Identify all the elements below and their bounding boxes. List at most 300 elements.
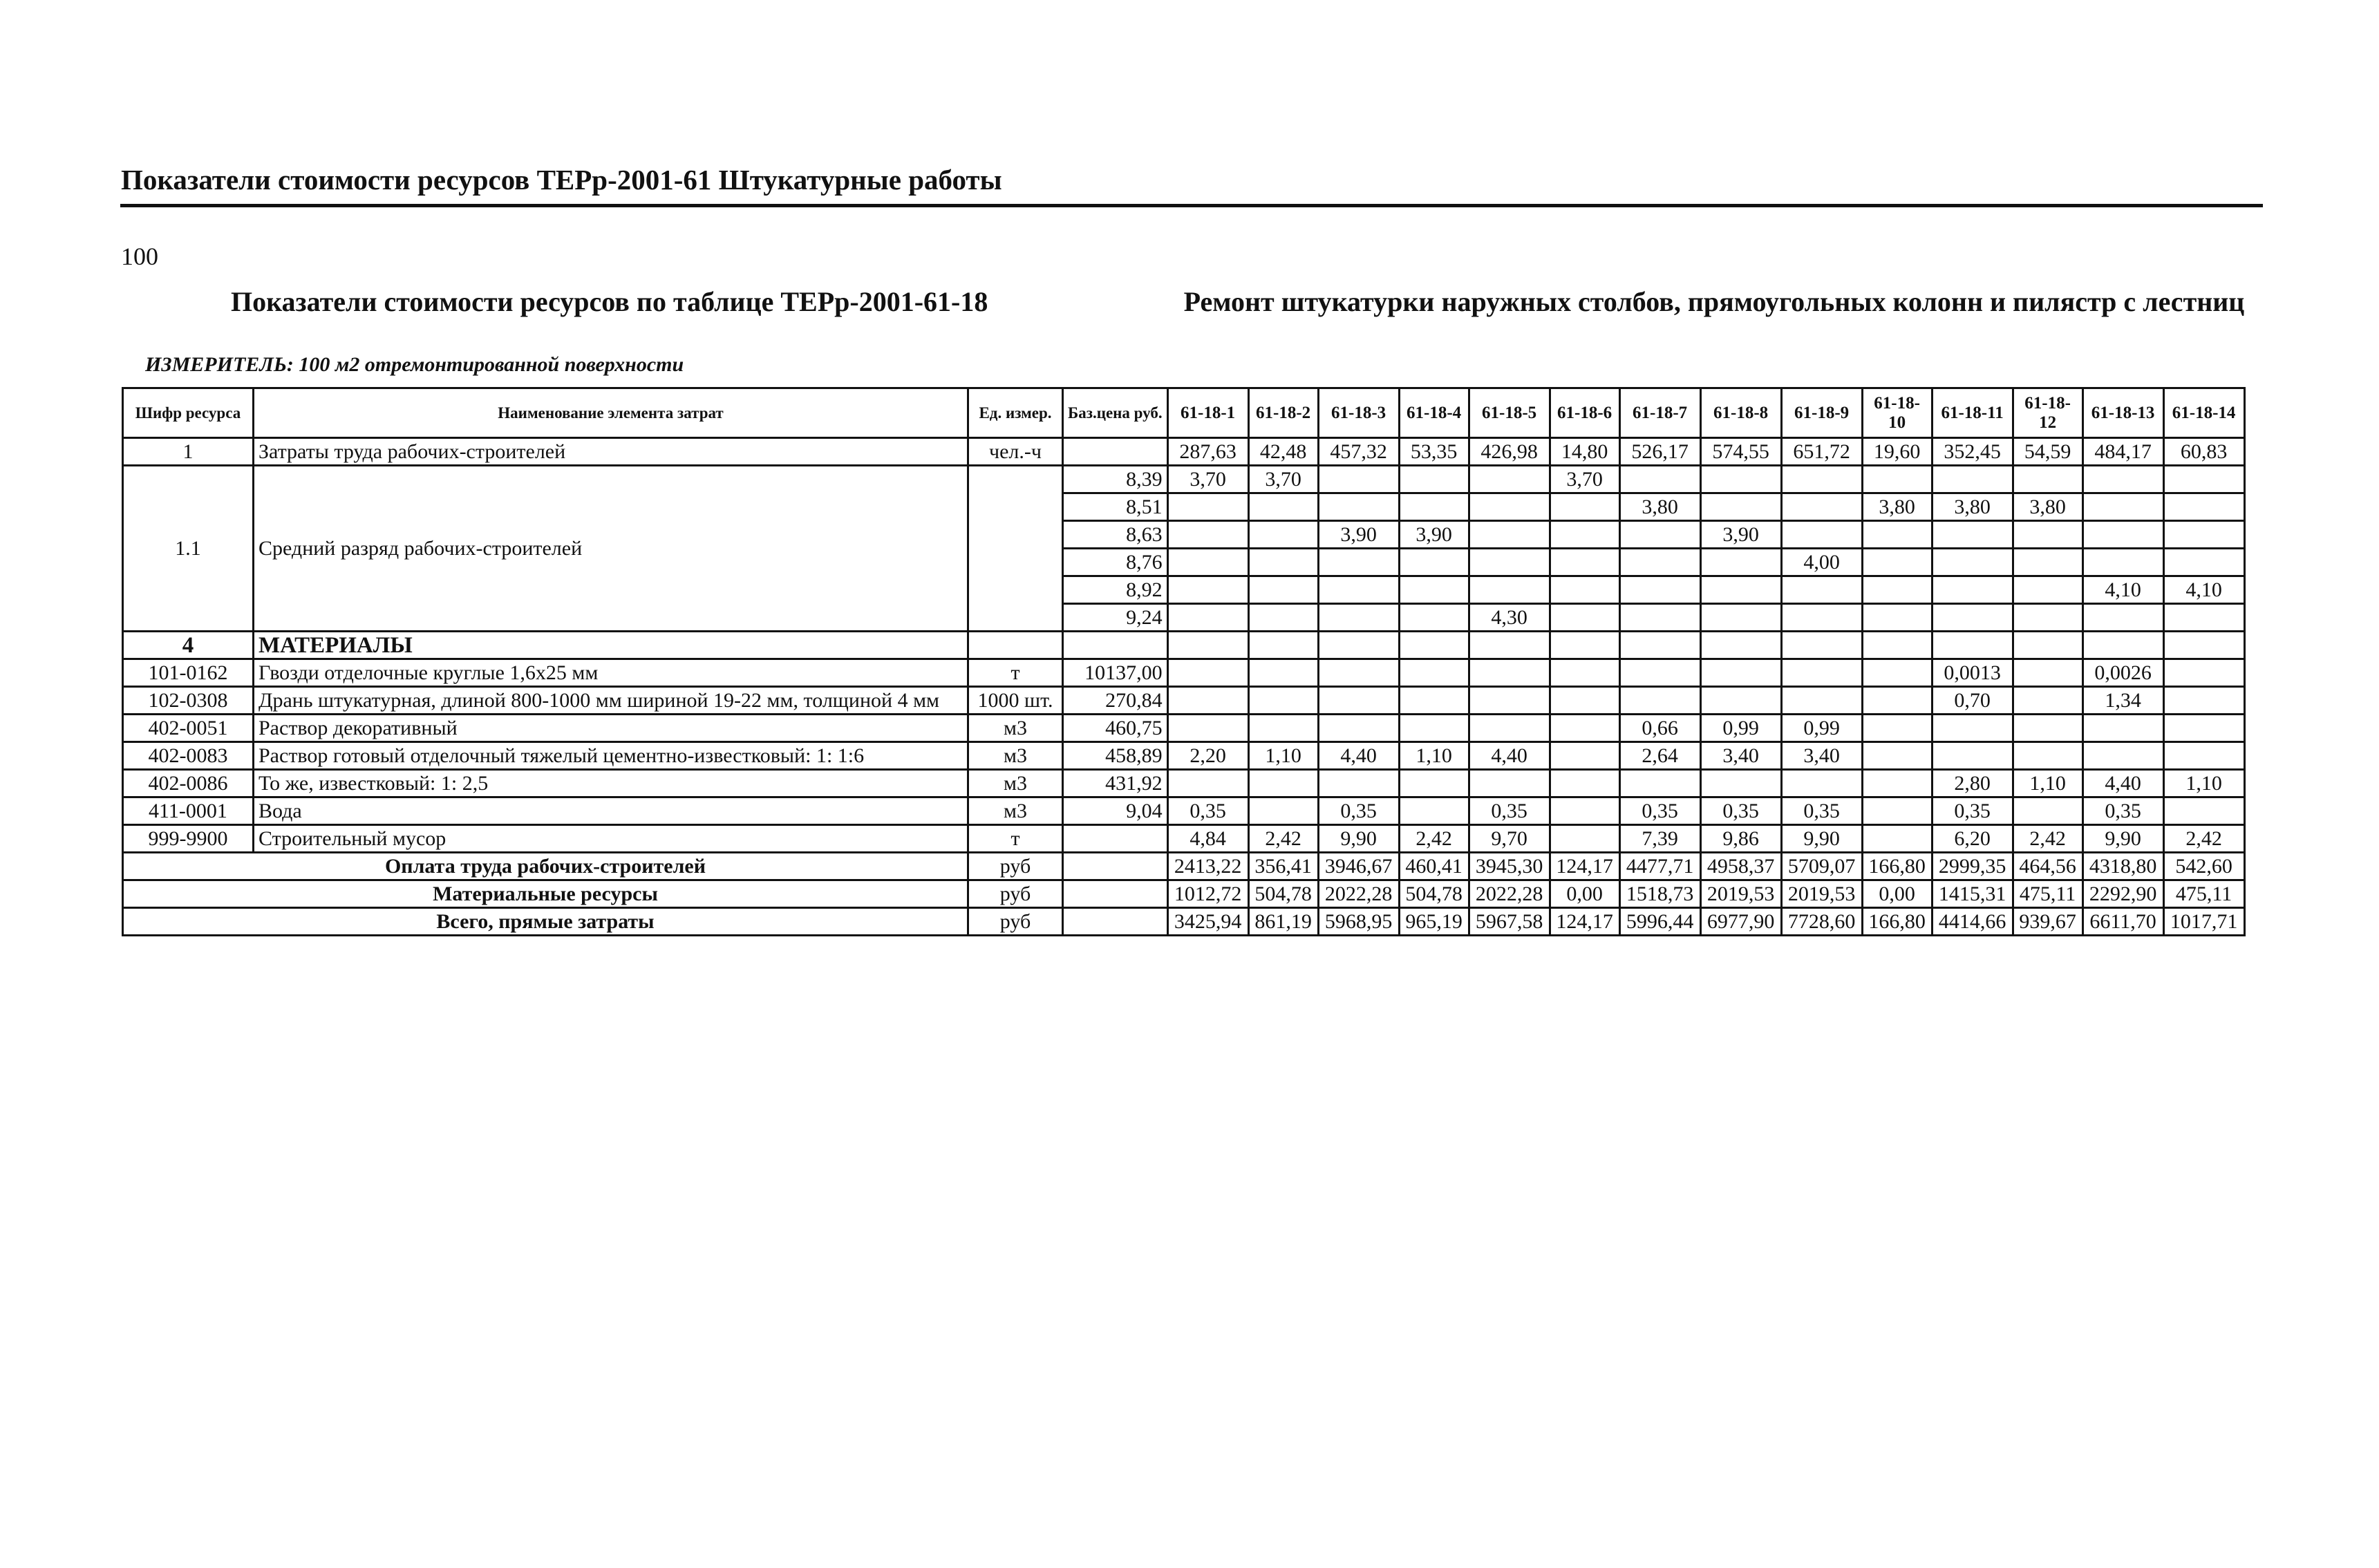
value-cell xyxy=(1862,797,1932,825)
value-cell: 3,70 xyxy=(1167,466,1248,493)
value-cell: 3,70 xyxy=(1550,466,1619,493)
value-cell xyxy=(2163,521,2244,549)
value-cell xyxy=(1167,632,1248,659)
value-cell: 9,90 xyxy=(1318,825,1399,853)
value-cell: 3,80 xyxy=(1619,493,1700,521)
value-cell: 0,70 xyxy=(1932,687,2013,715)
section-title: МАТЕРИАЛЫ xyxy=(254,632,968,659)
value-cell: 9,90 xyxy=(2082,825,2163,853)
table-row-section xyxy=(123,632,2245,659)
value-cell xyxy=(1619,632,1700,659)
value-cell: 2,42 xyxy=(2163,825,2244,853)
value-cell xyxy=(1469,576,1550,604)
value-cell xyxy=(1550,632,1619,659)
header-column-13: 61-18-13 xyxy=(2082,388,2163,438)
value-cell: 4,30 xyxy=(1469,604,1550,632)
value-cell xyxy=(1469,659,1550,687)
value-cell: 4,40 xyxy=(1469,742,1550,770)
value-cell xyxy=(1550,825,1619,853)
header-column-12: 61-18-12 xyxy=(2013,388,2082,438)
header-column-7: 61-18-7 xyxy=(1619,388,1700,438)
table-header-row xyxy=(123,388,2245,438)
value-cell: 4,00 xyxy=(1781,549,1862,576)
value-cell xyxy=(1862,742,1932,770)
unit-note: ИЗМЕРИТЕЛЬ: 100 м2 отремонтированной поверхности xyxy=(145,353,684,376)
value-cell xyxy=(2082,604,2163,632)
value-cell: 4,40 xyxy=(1318,742,1399,770)
total-unit: руб xyxy=(968,908,1063,936)
value-cell: 2022,28 xyxy=(1469,880,1550,908)
value-cell: 2019,53 xyxy=(1781,880,1862,908)
value-cell: 965,19 xyxy=(1399,908,1469,936)
value-cell: 166,80 xyxy=(1862,853,1932,880)
value-cell xyxy=(2082,549,2163,576)
value-cell xyxy=(1862,604,1932,632)
value-cell xyxy=(1550,604,1619,632)
value-cell: 0,35 xyxy=(1619,797,1700,825)
header-column-9: 61-18-9 xyxy=(1781,388,1862,438)
base-price xyxy=(1063,908,1168,936)
table-row-total xyxy=(123,880,2245,908)
value-cell: 2022,28 xyxy=(1318,880,1399,908)
resource-unit xyxy=(968,466,1063,632)
value-cell xyxy=(2013,466,2082,493)
value-cell: 3,40 xyxy=(1700,742,1781,770)
value-cell xyxy=(1399,576,1469,604)
value-cell xyxy=(2013,742,2082,770)
value-cell: 3946,67 xyxy=(1318,853,1399,880)
value-cell xyxy=(1862,715,1932,742)
value-cell: 4,10 xyxy=(2163,576,2244,604)
value-cell: 4,10 xyxy=(2082,576,2163,604)
value-cell xyxy=(1318,549,1399,576)
resource-table xyxy=(122,387,2246,936)
value-cell xyxy=(1167,493,1248,521)
value-cell: 9,86 xyxy=(1700,825,1781,853)
base-price: 431,92 xyxy=(1063,770,1168,797)
page-number: 100 xyxy=(121,243,158,270)
value-cell xyxy=(1700,770,1781,797)
value-cell xyxy=(1248,521,1318,549)
base-price: 8,39 xyxy=(1063,466,1168,493)
resource-name: То же, известковый: 1: 2,5 xyxy=(254,770,968,797)
resource-name: Строительный мусор xyxy=(254,825,968,853)
value-cell: 1518,73 xyxy=(1619,880,1700,908)
value-cell xyxy=(1781,466,1862,493)
value-cell: 124,17 xyxy=(1550,908,1619,936)
resource-code: 101-0162 xyxy=(123,659,254,687)
base-price xyxy=(1063,880,1168,908)
value-cell: 0,35 xyxy=(1781,797,1862,825)
resource-code: 402-0051 xyxy=(123,715,254,742)
resource-name: Средний разряд рабочих-строителей xyxy=(254,466,968,632)
value-cell xyxy=(2013,659,2082,687)
base-price: 460,75 xyxy=(1063,715,1168,742)
table-row-material xyxy=(123,715,2245,742)
value-cell: 2,42 xyxy=(2013,825,2082,853)
base-price: 10137,00 xyxy=(1063,659,1168,687)
header-column-1: 61-18-1 xyxy=(1167,388,1248,438)
value-cell xyxy=(2013,687,2082,715)
resource-unit: т xyxy=(968,659,1063,687)
value-cell xyxy=(1550,549,1619,576)
value-cell: 4414,66 xyxy=(1932,908,2013,936)
value-cell xyxy=(1619,770,1700,797)
value-cell: 4318,80 xyxy=(2082,853,2163,880)
resource-unit: м3 xyxy=(968,797,1063,825)
value-cell xyxy=(1469,715,1550,742)
value-cell: 0,35 xyxy=(2082,797,2163,825)
header-column-6: 61-18-6 xyxy=(1550,388,1619,438)
value-cell xyxy=(1469,521,1550,549)
value-cell xyxy=(1932,604,2013,632)
value-cell xyxy=(1318,493,1399,521)
value-cell xyxy=(1781,687,1862,715)
header-column-4: 61-18-4 xyxy=(1399,388,1469,438)
value-cell xyxy=(1550,715,1619,742)
value-cell: 1012,72 xyxy=(1167,880,1248,908)
value-cell xyxy=(1399,797,1469,825)
value-cell: 460,41 xyxy=(1399,853,1469,880)
header-unit: Ед. измер. xyxy=(968,388,1063,438)
value-cell xyxy=(1781,632,1862,659)
value-cell xyxy=(1469,549,1550,576)
value-cell xyxy=(1318,632,1399,659)
value-cell: 4958,37 xyxy=(1700,853,1781,880)
table-row-material xyxy=(123,797,2245,825)
resource-unit: м3 xyxy=(968,715,1063,742)
value-cell: 2413,22 xyxy=(1167,853,1248,880)
value-cell xyxy=(2163,742,2244,770)
value-cell xyxy=(1862,687,1932,715)
value-cell xyxy=(1399,493,1469,521)
value-cell xyxy=(1619,466,1700,493)
value-cell: 6977,90 xyxy=(1700,908,1781,936)
value-cell: 3945,30 xyxy=(1469,853,1550,880)
table-row-total xyxy=(123,853,2245,880)
value-cell xyxy=(1862,466,1932,493)
value-cell xyxy=(2013,521,2082,549)
section-code: 4 xyxy=(123,632,254,659)
value-cell xyxy=(1550,687,1619,715)
value-cell: 3,90 xyxy=(1700,521,1781,549)
value-cell: 14,80 xyxy=(1550,438,1619,466)
header-base-price: Баз.цена руб. xyxy=(1063,388,1168,438)
value-cell: 3,80 xyxy=(1862,493,1932,521)
value-cell xyxy=(1167,770,1248,797)
value-cell xyxy=(2082,493,2163,521)
value-cell xyxy=(1167,715,1248,742)
value-cell xyxy=(1248,687,1318,715)
header-column-11: 61-18-11 xyxy=(1932,388,2013,438)
value-cell: 5709,07 xyxy=(1781,853,1862,880)
base-price: 458,89 xyxy=(1063,742,1168,770)
resource-unit: м3 xyxy=(968,742,1063,770)
value-cell xyxy=(1248,770,1318,797)
value-cell: 9,70 xyxy=(1469,825,1550,853)
value-cell xyxy=(1619,687,1700,715)
value-cell xyxy=(1550,521,1619,549)
value-cell xyxy=(1550,659,1619,687)
table-row-material xyxy=(123,687,2245,715)
value-cell xyxy=(2163,659,2244,687)
header-column-5: 61-18-5 xyxy=(1469,388,1550,438)
value-cell: 9,90 xyxy=(1781,825,1862,853)
value-cell xyxy=(1619,549,1700,576)
value-cell xyxy=(1399,770,1469,797)
value-cell: 42,48 xyxy=(1248,438,1318,466)
table-row-material xyxy=(123,742,2245,770)
resource-name: Вода xyxy=(254,797,968,825)
value-cell xyxy=(1167,604,1248,632)
value-cell: 5996,44 xyxy=(1619,908,1700,936)
value-cell xyxy=(1399,687,1469,715)
value-cell xyxy=(1550,493,1619,521)
header-column-14: 61-18-14 xyxy=(2163,388,2244,438)
value-cell xyxy=(1550,797,1619,825)
total-label: Материальные ресурсы xyxy=(123,880,968,908)
value-cell: 0,0026 xyxy=(2082,659,2163,687)
value-cell xyxy=(1469,632,1550,659)
value-cell: 54,59 xyxy=(2013,438,2082,466)
base-price: 8,76 xyxy=(1063,549,1168,576)
value-cell xyxy=(1167,521,1248,549)
value-cell: 0,35 xyxy=(1700,797,1781,825)
value-cell xyxy=(2013,797,2082,825)
value-cell xyxy=(1862,576,1932,604)
value-cell: 2019,53 xyxy=(1700,880,1781,908)
value-cell: 2,80 xyxy=(1932,770,2013,797)
total-unit: руб xyxy=(968,880,1063,908)
value-cell xyxy=(1781,604,1862,632)
value-cell: 2,64 xyxy=(1619,742,1700,770)
value-cell xyxy=(1781,576,1862,604)
value-cell xyxy=(2013,632,2082,659)
value-cell: 0,35 xyxy=(1932,797,2013,825)
table-row-labor xyxy=(123,438,2245,466)
value-cell: 5968,95 xyxy=(1318,908,1399,936)
value-cell xyxy=(1932,466,2013,493)
value-cell: 0,66 xyxy=(1619,715,1700,742)
value-cell: 0,0013 xyxy=(1932,659,2013,687)
resource-unit: т xyxy=(968,825,1063,853)
value-cell: 426,98 xyxy=(1469,438,1550,466)
value-cell: 4,84 xyxy=(1167,825,1248,853)
value-cell xyxy=(1318,604,1399,632)
value-cell: 542,60 xyxy=(2163,853,2244,880)
value-cell: 3,70 xyxy=(1248,466,1318,493)
value-cell xyxy=(2082,715,2163,742)
base-price: 8,51 xyxy=(1063,493,1168,521)
resource-code: 1.1 xyxy=(123,466,254,632)
header-name: Наименование элемента затрат xyxy=(254,388,968,438)
resource-code: 402-0083 xyxy=(123,742,254,770)
resource-code: 999-9900 xyxy=(123,825,254,853)
value-cell xyxy=(1248,659,1318,687)
value-cell xyxy=(1781,493,1862,521)
value-cell: 1415,31 xyxy=(1932,880,2013,908)
value-cell xyxy=(1700,466,1781,493)
value-cell xyxy=(2082,466,2163,493)
value-cell: 1,34 xyxy=(2082,687,2163,715)
header-rule xyxy=(120,204,2263,207)
value-cell xyxy=(2013,604,2082,632)
value-cell xyxy=(1469,770,1550,797)
value-cell xyxy=(1469,493,1550,521)
header-code: Шифр ресурса xyxy=(123,388,254,438)
value-cell: 2,42 xyxy=(1399,825,1469,853)
value-cell: 5967,58 xyxy=(1469,908,1550,936)
value-cell: 504,78 xyxy=(1399,880,1469,908)
value-cell xyxy=(1700,576,1781,604)
value-cell: 124,17 xyxy=(1550,853,1619,880)
base-price: 9,04 xyxy=(1063,797,1168,825)
value-cell xyxy=(1167,549,1248,576)
resource-code: 402-0086 xyxy=(123,770,254,797)
value-cell xyxy=(1399,659,1469,687)
value-cell xyxy=(1862,521,1932,549)
table-row-material xyxy=(123,659,2245,687)
value-cell: 7728,60 xyxy=(1781,908,1862,936)
value-cell: 0,99 xyxy=(1700,715,1781,742)
value-cell xyxy=(1248,715,1318,742)
value-cell xyxy=(1700,659,1781,687)
value-cell xyxy=(2163,466,2244,493)
resource-unit: 1000 шт. xyxy=(968,687,1063,715)
value-cell: 1,10 xyxy=(1399,742,1469,770)
table-row-material xyxy=(123,825,2245,853)
value-cell xyxy=(2013,715,2082,742)
value-cell: 0,35 xyxy=(1469,797,1550,825)
value-cell: 2,20 xyxy=(1167,742,1248,770)
value-cell xyxy=(1248,632,1318,659)
value-cell: 166,80 xyxy=(1862,908,1932,936)
resource-name: Раствор готовый отделочный тяжелый цементно-известковый: 1: 1:6 xyxy=(254,742,968,770)
value-cell: 2292,90 xyxy=(2082,880,2163,908)
value-cell: 60,83 xyxy=(2163,438,2244,466)
value-cell xyxy=(1932,715,2013,742)
value-cell: 3,90 xyxy=(1399,521,1469,549)
value-cell: 3425,94 xyxy=(1167,908,1248,936)
resource-name: Затраты труда рабочих-строителей xyxy=(254,438,968,466)
value-cell: 1,10 xyxy=(2163,770,2244,797)
value-cell: 484,17 xyxy=(2082,438,2163,466)
value-cell: 574,55 xyxy=(1700,438,1781,466)
value-cell xyxy=(1318,715,1399,742)
value-cell xyxy=(1781,770,1862,797)
value-cell xyxy=(1619,659,1700,687)
value-cell xyxy=(1469,687,1550,715)
value-cell xyxy=(1932,549,2013,576)
total-unit: руб xyxy=(968,853,1063,880)
value-cell: 3,90 xyxy=(1318,521,1399,549)
value-cell: 1017,71 xyxy=(2163,908,2244,936)
header-column-8: 61-18-8 xyxy=(1700,388,1781,438)
total-label: Оплата труда рабочих-строителей xyxy=(123,853,968,880)
resource-name: Раствор декоративный xyxy=(254,715,968,742)
header-column-3: 61-18-3 xyxy=(1318,388,1399,438)
value-cell xyxy=(1700,632,1781,659)
value-cell xyxy=(1399,632,1469,659)
value-cell xyxy=(2163,687,2244,715)
value-cell xyxy=(1399,604,1469,632)
base-price xyxy=(1063,632,1168,659)
document-header: Показатели стоимости ресурсов ТЕРр-2001-61 Штукатурные работы xyxy=(121,164,1002,196)
table-title: Показатели стоимости ресурсов по таблице ТЕРр-2001-61-18 xyxy=(231,286,988,317)
value-cell xyxy=(1550,770,1619,797)
value-cell xyxy=(1248,576,1318,604)
value-cell: 2,42 xyxy=(1248,825,1318,853)
value-cell: 0,00 xyxy=(1550,880,1619,908)
table-row-total xyxy=(123,908,2245,936)
value-cell xyxy=(1862,770,1932,797)
value-cell xyxy=(1550,742,1619,770)
value-cell xyxy=(1248,549,1318,576)
resource-code: 102-0308 xyxy=(123,687,254,715)
value-cell xyxy=(1318,466,1399,493)
value-cell: 53,35 xyxy=(1399,438,1469,466)
value-cell xyxy=(1318,659,1399,687)
value-cell: 356,41 xyxy=(1248,853,1318,880)
table-row-grade xyxy=(123,466,2245,493)
value-cell xyxy=(1248,797,1318,825)
value-cell: 19,60 xyxy=(1862,438,1932,466)
value-cell: 651,72 xyxy=(1781,438,1862,466)
value-cell: 504,78 xyxy=(1248,880,1318,908)
base-price: 8,92 xyxy=(1063,576,1168,604)
value-cell: 0,35 xyxy=(1318,797,1399,825)
value-cell xyxy=(1932,742,2013,770)
resource-name: Гвозди отделочные круглые 1,6х25 мм xyxy=(254,659,968,687)
value-cell xyxy=(1399,549,1469,576)
value-cell xyxy=(1862,825,1932,853)
value-cell xyxy=(1781,521,1862,549)
value-cell xyxy=(1550,576,1619,604)
value-cell xyxy=(1318,687,1399,715)
table-subtitle: Ремонт штукатурки наружных столбов, прямоугольных колонн и пилястр с лестниц xyxy=(1183,286,2245,317)
value-cell: 475,11 xyxy=(2013,880,2082,908)
base-price xyxy=(1063,825,1168,853)
resource-unit: м3 xyxy=(968,770,1063,797)
value-cell xyxy=(2082,521,2163,549)
value-cell xyxy=(1862,659,1932,687)
value-cell: 7,39 xyxy=(1619,825,1700,853)
value-cell: 352,45 xyxy=(1932,438,2013,466)
value-cell xyxy=(2013,549,2082,576)
value-cell xyxy=(2163,797,2244,825)
value-cell xyxy=(2013,576,2082,604)
value-cell xyxy=(1248,604,1318,632)
value-cell: 1,10 xyxy=(2013,770,2082,797)
resource-code: 1 xyxy=(123,438,254,466)
value-cell xyxy=(1700,549,1781,576)
value-cell xyxy=(1932,576,2013,604)
value-cell: 939,67 xyxy=(2013,908,2082,936)
value-cell xyxy=(2082,632,2163,659)
value-cell xyxy=(1318,576,1399,604)
value-cell xyxy=(1700,493,1781,521)
value-cell: 475,11 xyxy=(2163,880,2244,908)
value-cell xyxy=(1248,493,1318,521)
value-cell: 0,99 xyxy=(1781,715,1862,742)
resource-code: 411-0001 xyxy=(123,797,254,825)
value-cell: 4,40 xyxy=(2082,770,2163,797)
value-cell xyxy=(1469,466,1550,493)
value-cell xyxy=(1619,576,1700,604)
base-price: 8,63 xyxy=(1063,521,1168,549)
value-cell xyxy=(1781,659,1862,687)
header-column-2: 61-18-2 xyxy=(1248,388,1318,438)
